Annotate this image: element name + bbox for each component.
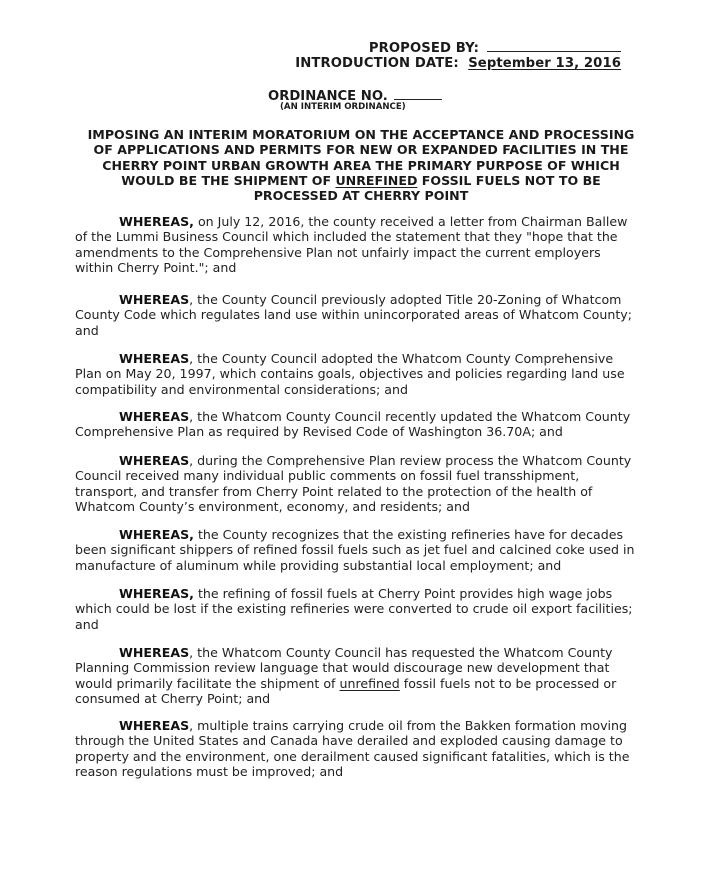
paragraph-text: fossil fuels not to be processed or bbox=[399, 675, 617, 691]
paragraph-text: transport, and transfer from Cherry Point related to the protection of the health of bbox=[75, 483, 593, 499]
paragraph-text: Comprehensive Plan as required by Revised Code of Washington 36.70A; and bbox=[75, 424, 563, 440]
paragraph-text: reason regulations must be improved; and bbox=[75, 763, 344, 779]
paragraph-text: Planning Commission review language that would discourage new development that bbox=[75, 660, 610, 676]
paragraph-text: and bbox=[75, 322, 99, 338]
paragraph-text: Council received many individual public comments on fossil fuel transshipment, bbox=[75, 468, 580, 484]
paragraph-text: the County recognizes that the existing refineries have for decades bbox=[193, 527, 624, 542]
whereas-lead: WHEREAS, bbox=[119, 527, 194, 542]
whereas-lead: WHEREAS bbox=[119, 645, 190, 660]
paragraph-text: , the County Council previously adopted Title 20-Zoning of Whatcom bbox=[189, 292, 622, 307]
whereas-paragraph bbox=[75, 718, 667, 779]
ordinance-title bbox=[66, 127, 656, 203]
paragraph-text: County Code which regulates land use within unincorporated areas of Whatcom County; bbox=[75, 307, 632, 323]
paragraph-text: Plan on May 20, 1997, which contains goals, objectives and policies regarding land use bbox=[75, 366, 625, 382]
title-text: FOSSIL FUELS NOT TO BE bbox=[417, 172, 601, 188]
title-line: OF APPLICATIONS AND PERMITS FOR NEW OR EXPANDED FACILITIES IN THE bbox=[93, 142, 629, 158]
whereas-lead: WHEREAS bbox=[119, 351, 190, 366]
paragraph-text: , multiple trains carrying crude oil from the Bakken formation moving bbox=[189, 718, 628, 733]
ordinance-number-blank bbox=[394, 88, 442, 100]
whereas-lead: WHEREAS bbox=[119, 718, 190, 733]
paragraph-text: consumed at Cherry Point; and bbox=[75, 690, 271, 706]
whereas-lead: WHEREAS, bbox=[119, 586, 194, 601]
paragraph-text: through the United States and Canada have derailed and exploded causing damage to bbox=[75, 733, 623, 749]
paragraph-text: been significant shippers of refined fossil fuels such as jet fuel and calcined coke used in bbox=[75, 542, 635, 558]
paragraph-text: the refining of fossil fuels at Cherry Point provides high wage jobs bbox=[193, 586, 613, 601]
introduction-date-value: September 13, 2016 bbox=[468, 56, 621, 71]
paragraph-text: , the Whatcom County Council recently updated the Whatcom County bbox=[189, 409, 631, 424]
paragraph-text: which could be lost if the existing refineries were converted to crude oil export facilities; bbox=[75, 601, 633, 617]
title-line: IMPOSING AN INTERIM MORATORIUM ON THE ACCEPTANCE AND PROCESSING bbox=[87, 127, 635, 142]
proposed-by-label: PROPOSED BY: bbox=[368, 41, 479, 56]
whereas-paragraph bbox=[75, 527, 667, 573]
paragraph-text bbox=[75, 676, 667, 691]
introduction-date-label: INTRODUCTION DATE: bbox=[295, 56, 459, 71]
title-text: WOULD BE THE SHIPMENT OF bbox=[121, 172, 336, 188]
ordinance-subtitle: (AN INTERIM ORDINANCE) bbox=[280, 102, 406, 112]
whereas-paragraph bbox=[75, 586, 667, 632]
ordinance-number-label: ORDINANCE NO. bbox=[268, 89, 388, 104]
introduction-date-line bbox=[295, 56, 621, 71]
whereas-paragraph bbox=[75, 645, 667, 706]
paragraph-text: compatibility and environmental considerations; and bbox=[75, 381, 408, 397]
paragraph-text: , during the Comprehensive Plan review process the Whatcom County bbox=[189, 453, 632, 468]
title-line bbox=[66, 173, 656, 188]
paragraph-text: , the County Council adopted the Whatcom County Comprehensive bbox=[189, 351, 614, 366]
paragraph-text: on July 12, 2016, the county received a letter from Chairman Ballew bbox=[193, 214, 628, 229]
whereas-lead: WHEREAS bbox=[119, 409, 190, 424]
paragraph-text: would primarily facilitate the shipment of bbox=[75, 675, 340, 691]
paragraph-text: of the Lummi Business Council which included the statement that they "hope that the bbox=[75, 229, 618, 245]
proposed-by-line bbox=[369, 40, 621, 56]
unrefined-emphasis: unrefined bbox=[339, 675, 400, 691]
paragraph-text: manufacture of aluminum while providing substantial local employment; and bbox=[75, 557, 562, 573]
paragraph-text: amendments to the Comprehensive Plan not unfairly impact the current employers bbox=[75, 244, 601, 260]
whereas-lead: WHEREAS bbox=[119, 292, 190, 307]
whereas-lead: WHEREAS, bbox=[119, 214, 194, 229]
whereas-lead: WHEREAS bbox=[119, 453, 190, 468]
whereas-paragraph bbox=[75, 453, 667, 514]
title-line: PROCESSED AT CHERRY POINT bbox=[253, 188, 469, 204]
whereas-paragraph bbox=[75, 292, 667, 338]
title-unrefined-emphasis: UNREFINED bbox=[335, 172, 418, 188]
whereas-paragraph bbox=[75, 409, 667, 440]
paragraph-text: and bbox=[75, 616, 99, 632]
paragraph-text: within Cherry Point."; and bbox=[75, 259, 237, 275]
paragraph-text: Whatcom County’s environment, economy, and residents; and bbox=[75, 498, 470, 514]
title-line: CHERRY POINT URBAN GROWTH AREA THE PRIMARY PURPOSE OF WHICH bbox=[102, 157, 620, 173]
paragraph-text: , the Whatcom County Council has requested the Whatcom County bbox=[189, 645, 613, 660]
proposed-by-blank bbox=[487, 40, 621, 52]
paragraph-text: property and the environment, one derailment caused significant fatalities, which is the bbox=[75, 748, 630, 764]
whereas-paragraph bbox=[75, 351, 667, 397]
whereas-paragraph bbox=[75, 214, 667, 275]
